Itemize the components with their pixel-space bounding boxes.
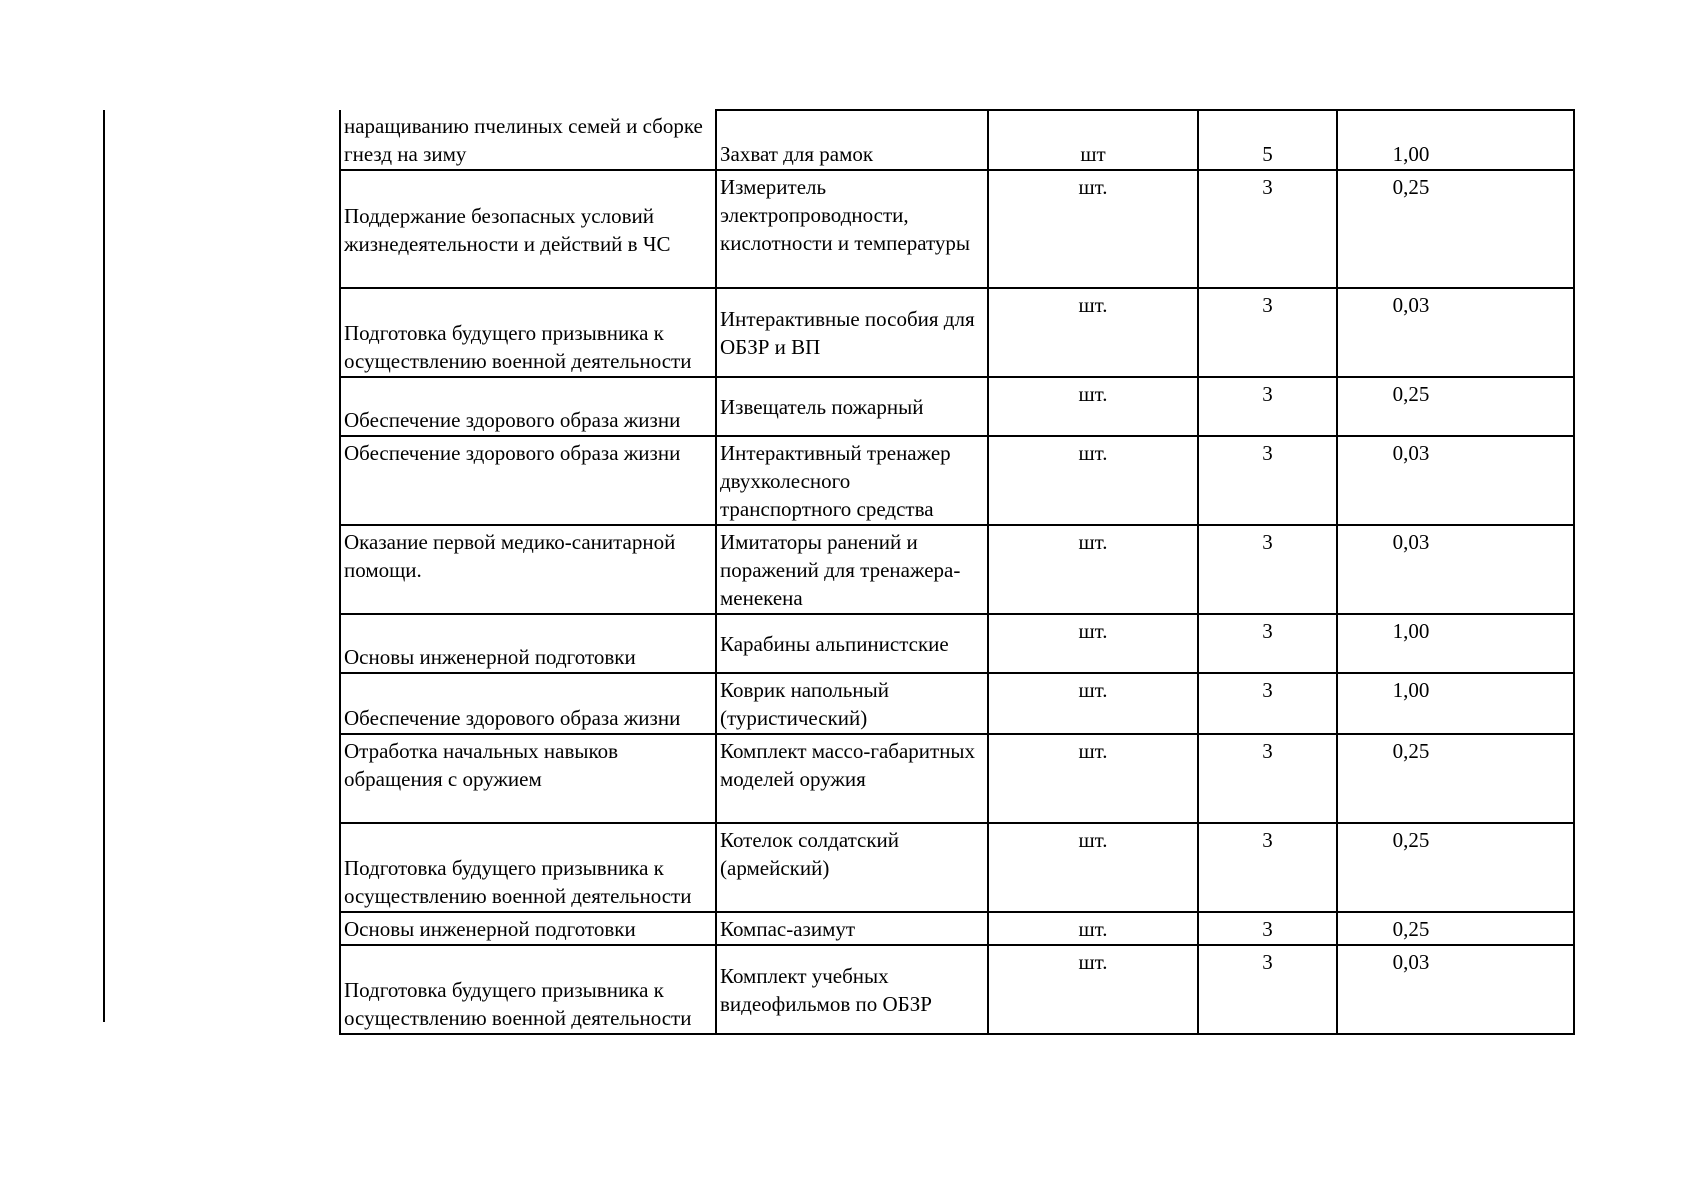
norm-cell: 1,00 <box>1337 110 1574 170</box>
item-cell: Имитаторы ранений и поражений для тренажера-менекена <box>716 525 988 614</box>
left-margin-rule <box>103 110 105 1022</box>
qty-cell: 3 <box>1198 673 1337 734</box>
table-row <box>340 734 1574 823</box>
unit-cell: шт <box>988 110 1198 170</box>
norm-cell: 0,25 <box>1337 377 1574 436</box>
norm-cell: 1,00 <box>1337 614 1574 673</box>
topic-cell: Подготовка будущего призывника к осуществлению военной деятельности <box>340 288 716 377</box>
table-row <box>340 673 1574 734</box>
unit-cell: шт. <box>988 734 1198 823</box>
table-row <box>340 823 1574 912</box>
item-cell: Комплект массо-габаритных моделей оружия <box>716 734 988 823</box>
table-row <box>340 170 1574 288</box>
unit-cell: шт. <box>988 912 1198 945</box>
table-row <box>340 912 1574 945</box>
unit-cell: шт. <box>988 614 1198 673</box>
norm-cell: 0,25 <box>1337 734 1574 823</box>
item-cell: Карабины альпинистские <box>716 614 988 673</box>
norm-cell: 0,03 <box>1337 288 1574 377</box>
qty-cell: 3 <box>1198 377 1337 436</box>
topic-cell: наращиванию пчелиных семей и сборке гнезд на зиму <box>340 110 716 170</box>
norm-cell: 0,25 <box>1337 170 1574 288</box>
topic-cell: Подготовка будущего призывника к осуществлению военной деятельности <box>340 945 716 1034</box>
topic-cell: Обеспечение здорового образа жизни <box>340 377 716 436</box>
item-cell: Извещатель пожарный <box>716 377 988 436</box>
topic-cell: Обеспечение здорового образа жизни <box>340 436 716 525</box>
qty-cell: 3 <box>1198 288 1337 377</box>
topic-cell: Обеспечение здорового образа жизни <box>340 673 716 734</box>
item-cell: Интерактивные пособия для ОБЗР и ВП <box>716 288 988 377</box>
unit-cell: шт. <box>988 377 1198 436</box>
topic-cell: Поддержание безопасных условий жизнедеятельности и действий в ЧС <box>340 170 716 288</box>
qty-cell: 3 <box>1198 614 1337 673</box>
norm-cell: 0,03 <box>1337 525 1574 614</box>
qty-cell: 3 <box>1198 734 1337 823</box>
norm-cell: 1,00 <box>1337 673 1574 734</box>
unit-cell: шт. <box>988 673 1198 734</box>
topic-cell: Основы инженерной подготовки <box>340 614 716 673</box>
topic-cell: Основы инженерной подготовки <box>340 912 716 945</box>
item-cell: Интерактивный тренажер двухколесного транспортного средства <box>716 436 988 525</box>
table-row <box>340 288 1574 377</box>
qty-cell: 3 <box>1198 912 1337 945</box>
unit-cell: шт. <box>988 525 1198 614</box>
item-cell: Котелок солдатский (армейский) <box>716 823 988 912</box>
equipment-table <box>339 109 1575 1035</box>
table-row <box>340 614 1574 673</box>
item-cell: Коврик напольный (туристический) <box>716 673 988 734</box>
table-row <box>340 945 1574 1034</box>
unit-cell: шт. <box>988 288 1198 377</box>
norm-cell: 0,25 <box>1337 823 1574 912</box>
norm-cell: 0,25 <box>1337 912 1574 945</box>
qty-cell: 3 <box>1198 170 1337 288</box>
table-row <box>340 377 1574 436</box>
table-row <box>340 525 1574 614</box>
topic-cell: Подготовка будущего призывника к осуществлению военной деятельности <box>340 823 716 912</box>
table-row <box>340 110 1574 170</box>
norm-cell: 0,03 <box>1337 436 1574 525</box>
item-cell: Измеритель электропроводности, кислотности и температуры <box>716 170 988 288</box>
norm-cell: 0,03 <box>1337 945 1574 1034</box>
qty-cell: 3 <box>1198 525 1337 614</box>
item-cell: Компас-азимут <box>716 912 988 945</box>
unit-cell: шт. <box>988 436 1198 525</box>
unit-cell: шт. <box>988 170 1198 288</box>
qty-cell: 5 <box>1198 110 1337 170</box>
qty-cell: 3 <box>1198 945 1337 1034</box>
item-cell: Комплект учебных видеофильмов по ОБЗР <box>716 945 988 1034</box>
unit-cell: шт. <box>988 945 1198 1034</box>
table-row <box>340 436 1574 525</box>
qty-cell: 3 <box>1198 436 1337 525</box>
topic-cell: Оказание первой медико-санитарной помощи. <box>340 525 716 614</box>
unit-cell: шт. <box>988 823 1198 912</box>
item-cell: Захват для рамок <box>716 110 988 170</box>
qty-cell: 3 <box>1198 823 1337 912</box>
topic-cell: Отработка начальных навыков обращения с оружием <box>340 734 716 823</box>
